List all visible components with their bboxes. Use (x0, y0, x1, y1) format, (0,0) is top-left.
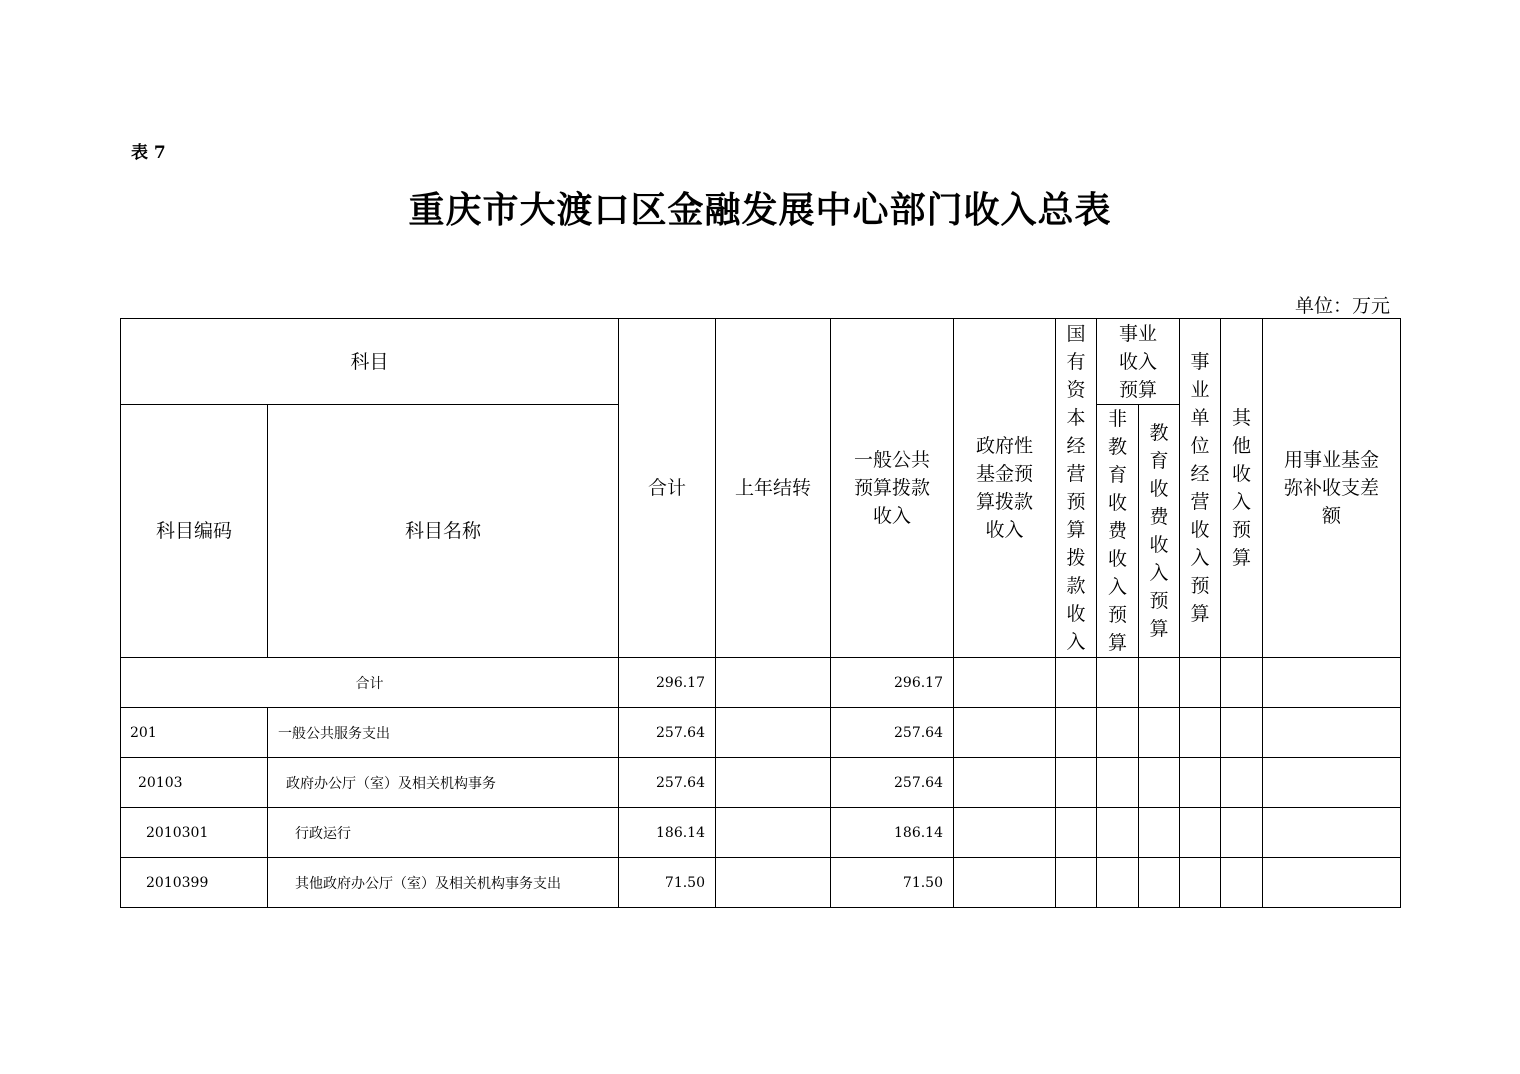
total-row-edu-fee (1139, 658, 1180, 708)
total-row-gov-fund (954, 658, 1056, 708)
row-non-edu-fee (1097, 758, 1139, 808)
row-fund-balance (1263, 758, 1401, 808)
table-number-label: 表 7 (131, 143, 166, 163)
row-name: 政府办公厅（室）及相关机构事务 (268, 758, 619, 808)
document-title: 重庆市大渡口区金融发展中心部门收入总表 (408, 190, 1112, 231)
total-row-general-budget: 296.17 (831, 658, 954, 708)
table-row (121, 858, 1401, 908)
row-general-budget: 186.14 (831, 808, 954, 858)
header-total: 合计 (619, 319, 716, 658)
total-row-unit-operation (1180, 658, 1221, 708)
row-carryover (716, 758, 831, 808)
row-state-capital (1056, 858, 1097, 908)
row-carryover (716, 708, 831, 758)
row-gov-fund (954, 708, 1056, 758)
row-carryover (716, 858, 831, 908)
row-code: 2010399 (121, 858, 268, 908)
row-state-capital (1056, 808, 1097, 858)
header-gov-fund-text: 政府性基金预算拨款收入 (975, 435, 1033, 541)
row-general-budget: 257.64 (831, 708, 954, 758)
row-fund-balance (1263, 808, 1401, 858)
row-code: 201 (121, 708, 268, 758)
row-total: 257.64 (619, 708, 716, 758)
header-non-edu-fee-text: 非教育收费收入预算 (1107, 408, 1127, 654)
row-edu-fee (1139, 808, 1180, 858)
row-other (1221, 708, 1263, 758)
header-general-budget-text: 一般公共预算拨款收入 (853, 449, 930, 527)
header-code: 科目编码 (121, 405, 268, 658)
header-general-budget (831, 319, 954, 658)
row-unit-operation (1180, 758, 1221, 808)
row-fund-balance (1263, 708, 1401, 758)
table-row (121, 708, 1401, 758)
header-unit-operation (1180, 319, 1221, 658)
header-non-edu-fee (1097, 405, 1139, 658)
row-code: 20103 (121, 758, 268, 808)
row-total: 257.64 (619, 758, 716, 808)
unit-label: 单位：万元 (1294, 295, 1390, 317)
row-unit-operation (1180, 808, 1221, 858)
row-name: 其他政府办公厅（室）及相关机构事务支出 (268, 858, 619, 908)
row-edu-fee (1139, 858, 1180, 908)
total-row-fund-balance (1263, 658, 1401, 708)
row-non-edu-fee (1097, 808, 1139, 858)
total-row-total: 296.17 (619, 658, 716, 708)
header-unit-operation-text: 事业单位经营收入预算 (1190, 351, 1210, 625)
total-row-non-edu-fee (1097, 658, 1139, 708)
header-other-text: 其他收入预算 (1231, 407, 1251, 569)
row-edu-fee (1139, 708, 1180, 758)
total-row-other (1221, 658, 1263, 708)
row-general-budget: 71.50 (831, 858, 954, 908)
row-fund-balance (1263, 858, 1401, 908)
row-gov-fund (954, 858, 1056, 908)
row-unit-operation (1180, 858, 1221, 908)
row-name: 一般公共服务支出 (268, 708, 619, 758)
table-row (121, 758, 1401, 808)
header-name: 科目名称 (268, 405, 619, 658)
row-non-edu-fee (1097, 858, 1139, 908)
row-total: 71.50 (619, 858, 716, 908)
total-row (121, 658, 1401, 708)
header-other (1221, 319, 1263, 658)
header-fund-balance (1263, 319, 1401, 658)
row-code: 2010301 (121, 808, 268, 858)
header-state-capital (1056, 319, 1097, 658)
row-non-edu-fee (1097, 708, 1139, 758)
row-state-capital (1056, 758, 1097, 808)
header-subject-group: 科目 (121, 319, 619, 405)
row-unit-operation (1180, 708, 1221, 758)
row-state-capital (1056, 708, 1097, 758)
header-business-group-text: 事业收入预算 (1118, 322, 1157, 401)
header-fund-balance-text: 用事业基金弥补收支差额 (1283, 449, 1379, 527)
income-summary-table (120, 318, 1401, 908)
header-business-group (1097, 319, 1180, 405)
row-edu-fee (1139, 758, 1180, 808)
row-other (1221, 758, 1263, 808)
row-other (1221, 858, 1263, 908)
row-other (1221, 808, 1263, 858)
total-row-label: 合计 (121, 658, 619, 708)
header-state-capital-text: 国有资本经营预算拨款收入 (1066, 323, 1086, 653)
row-carryover (716, 808, 831, 858)
header-gov-fund (954, 319, 1056, 658)
table-row (121, 808, 1401, 858)
header-carryover: 上年结转 (716, 319, 831, 658)
total-row-state-capital (1056, 658, 1097, 708)
row-total: 186.14 (619, 808, 716, 858)
row-gov-fund (954, 808, 1056, 858)
header-edu-fee-text: 教育收费收入预算 (1149, 422, 1169, 640)
row-name: 行政运行 (268, 808, 619, 858)
total-row-carryover (716, 658, 831, 708)
row-general-budget: 257.64 (831, 758, 954, 808)
row-gov-fund (954, 758, 1056, 808)
header-edu-fee (1139, 405, 1180, 658)
